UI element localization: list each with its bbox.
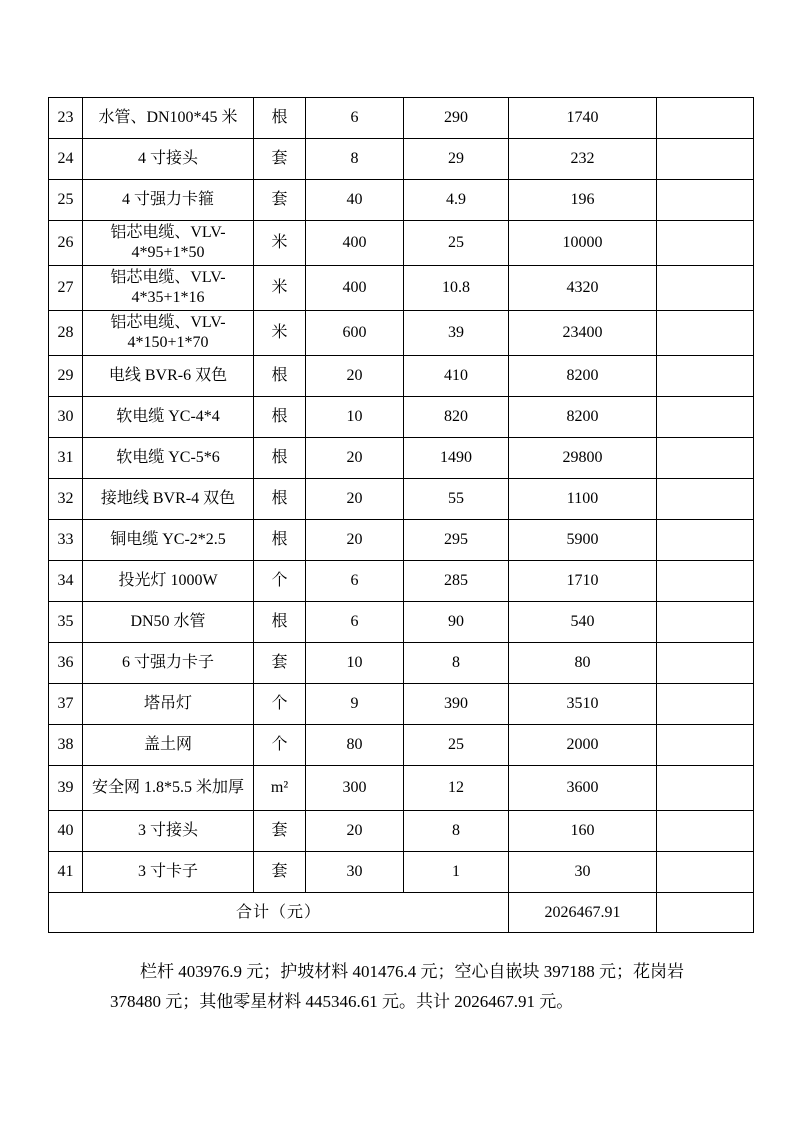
item-unit-cell: 套	[254, 139, 306, 180]
item-total-cell: 5900	[509, 520, 657, 561]
item-quantity-cell: 6	[306, 561, 404, 602]
item-total-cell: 4320	[509, 266, 657, 311]
item-unit-price-cell: 25	[404, 725, 509, 766]
item-note-cell	[657, 766, 754, 811]
cost-breakdown-paragraph	[110, 957, 690, 1017]
cost-breakdown-line-1: 栏杆 403976.9 元；护坡材料 401476.4 元；空心自嵌块 397188 元；花岗岩	[140, 962, 684, 981]
item-name-cell: 接地线 BVR-4 双色	[83, 479, 254, 520]
item-unit-cell: 根	[254, 98, 306, 139]
item-total-cell: 30	[509, 852, 657, 893]
item-unit-price-cell: 290	[404, 98, 509, 139]
item-note-cell	[657, 438, 754, 479]
item-unit-cell: 根	[254, 520, 306, 561]
item-name-cell: 铜电缆 YC-2*2.5	[83, 520, 254, 561]
item-note-cell	[657, 356, 754, 397]
row-number-cell: 25	[49, 180, 83, 221]
item-name-cell: 4 寸接头	[83, 139, 254, 180]
item-total-cell: 23400	[509, 311, 657, 356]
row-number-cell: 40	[49, 811, 83, 852]
item-total-cell: 540	[509, 602, 657, 643]
item-unit-price-cell: 55	[404, 479, 509, 520]
item-name-cell: 3 寸卡子	[83, 852, 254, 893]
item-unit-cell: 根	[254, 397, 306, 438]
item-total-cell: 1740	[509, 98, 657, 139]
item-total-cell: 3510	[509, 684, 657, 725]
table-row	[49, 356, 754, 397]
item-unit-price-cell: 25	[404, 221, 509, 266]
row-number-cell: 35	[49, 602, 83, 643]
row-number-cell: 27	[49, 266, 83, 311]
table-row	[49, 98, 754, 139]
item-total-cell: 8200	[509, 397, 657, 438]
item-unit-cell: 个	[254, 561, 306, 602]
item-name-cell: 铝芯电缆、VLV-4*150+1*70	[83, 311, 254, 356]
item-total-cell: 1100	[509, 479, 657, 520]
summary-total-value: 2026467.91	[509, 893, 657, 933]
table-row	[49, 180, 754, 221]
table-row	[49, 684, 754, 725]
item-total-cell: 29800	[509, 438, 657, 479]
item-total-cell: 10000	[509, 221, 657, 266]
item-quantity-cell: 40	[306, 180, 404, 221]
item-unit-cell: 根	[254, 602, 306, 643]
item-unit-cell: 根	[254, 356, 306, 397]
item-name-cell: 铝芯电缆、VLV-4*35+1*16	[83, 266, 254, 311]
item-quantity-cell: 8	[306, 139, 404, 180]
row-number-cell: 23	[49, 98, 83, 139]
table-row	[49, 139, 754, 180]
item-note-cell	[657, 311, 754, 356]
table-row	[49, 397, 754, 438]
item-unit-cell: 套	[254, 180, 306, 221]
table-row	[49, 561, 754, 602]
summary-label: 合计（元）	[49, 893, 509, 933]
item-unit-price-cell: 4.9	[404, 180, 509, 221]
item-quantity-cell: 400	[306, 266, 404, 311]
item-note-cell	[657, 520, 754, 561]
item-note-cell	[657, 811, 754, 852]
item-note-cell	[657, 180, 754, 221]
row-number-cell: 30	[49, 397, 83, 438]
item-unit-price-cell: 1	[404, 852, 509, 893]
item-note-cell	[657, 479, 754, 520]
table-row	[49, 311, 754, 356]
item-unit-price-cell: 12	[404, 766, 509, 811]
row-number-cell: 39	[49, 766, 83, 811]
item-name-cell: DN50 水管	[83, 602, 254, 643]
row-number-cell: 38	[49, 725, 83, 766]
item-quantity-cell: 6	[306, 602, 404, 643]
item-quantity-cell: 20	[306, 479, 404, 520]
item-name-cell: 3 寸接头	[83, 811, 254, 852]
materials-cost-table	[48, 97, 754, 933]
item-total-cell: 196	[509, 180, 657, 221]
row-number-cell: 32	[49, 479, 83, 520]
table-row	[49, 438, 754, 479]
item-quantity-cell: 80	[306, 725, 404, 766]
item-quantity-cell: 10	[306, 643, 404, 684]
row-number-cell: 37	[49, 684, 83, 725]
table-row	[49, 221, 754, 266]
table-row	[49, 266, 754, 311]
item-total-cell: 232	[509, 139, 657, 180]
item-total-cell: 80	[509, 643, 657, 684]
item-note-cell	[657, 266, 754, 311]
item-unit-price-cell: 410	[404, 356, 509, 397]
item-unit-cell: 根	[254, 438, 306, 479]
item-unit-price-cell: 295	[404, 520, 509, 561]
item-total-cell: 160	[509, 811, 657, 852]
item-unit-price-cell: 390	[404, 684, 509, 725]
row-number-cell: 29	[49, 356, 83, 397]
item-quantity-cell: 6	[306, 98, 404, 139]
summary-row	[49, 893, 754, 933]
row-number-cell: 34	[49, 561, 83, 602]
item-note-cell	[657, 725, 754, 766]
row-number-cell: 33	[49, 520, 83, 561]
item-note-cell	[657, 643, 754, 684]
item-quantity-cell: 20	[306, 811, 404, 852]
item-quantity-cell: 600	[306, 311, 404, 356]
item-unit-price-cell: 29	[404, 139, 509, 180]
item-name-cell: 6 寸强力卡子	[83, 643, 254, 684]
item-unit-cell: 个	[254, 684, 306, 725]
item-unit-price-cell: 820	[404, 397, 509, 438]
item-name-cell: 盖土网	[83, 725, 254, 766]
item-total-cell: 3600	[509, 766, 657, 811]
table-row	[49, 811, 754, 852]
row-number-cell: 36	[49, 643, 83, 684]
item-unit-cell: 米	[254, 221, 306, 266]
summary-note-cell	[657, 893, 754, 933]
table-row	[49, 520, 754, 561]
item-name-cell: 软电缆 YC-4*4	[83, 397, 254, 438]
table-row	[49, 766, 754, 811]
item-name-cell: 投光灯 1000W	[83, 561, 254, 602]
item-unit-price-cell: 90	[404, 602, 509, 643]
item-unit-cell: 米	[254, 266, 306, 311]
item-total-cell: 1710	[509, 561, 657, 602]
item-name-cell: 安全网 1.8*5.5 米加厚	[83, 766, 254, 811]
item-unit-price-cell: 285	[404, 561, 509, 602]
table-row	[49, 725, 754, 766]
item-total-cell: 2000	[509, 725, 657, 766]
row-number-cell: 41	[49, 852, 83, 893]
item-note-cell	[657, 852, 754, 893]
item-name-cell: 塔吊灯	[83, 684, 254, 725]
table-row	[49, 479, 754, 520]
item-note-cell	[657, 684, 754, 725]
item-unit-cell: 套	[254, 811, 306, 852]
item-quantity-cell: 30	[306, 852, 404, 893]
item-unit-price-cell: 8	[404, 643, 509, 684]
item-note-cell	[657, 397, 754, 438]
item-note-cell	[657, 139, 754, 180]
cost-breakdown-line-2: 378480 元；其他零星材料 445346.61 元。共计 2026467.91 元。	[110, 992, 574, 1011]
row-number-cell: 31	[49, 438, 83, 479]
item-note-cell	[657, 98, 754, 139]
item-unit-price-cell: 8	[404, 811, 509, 852]
item-name-cell: 铝芯电缆、VLV-4*95+1*50	[83, 221, 254, 266]
item-quantity-cell: 300	[306, 766, 404, 811]
item-note-cell	[657, 561, 754, 602]
item-quantity-cell: 20	[306, 520, 404, 561]
item-quantity-cell: 20	[306, 356, 404, 397]
table-row	[49, 602, 754, 643]
table-row	[49, 852, 754, 893]
row-number-cell: 28	[49, 311, 83, 356]
item-name-cell: 4 寸强力卡箍	[83, 180, 254, 221]
item-total-cell: 8200	[509, 356, 657, 397]
item-unit-cell: 个	[254, 725, 306, 766]
item-unit-cell: 根	[254, 479, 306, 520]
item-quantity-cell: 10	[306, 397, 404, 438]
item-name-cell: 软电缆 YC-5*6	[83, 438, 254, 479]
item-unit-price-cell: 10.8	[404, 266, 509, 311]
row-number-cell: 26	[49, 221, 83, 266]
item-quantity-cell: 400	[306, 221, 404, 266]
item-quantity-cell: 20	[306, 438, 404, 479]
item-unit-price-cell: 39	[404, 311, 509, 356]
item-note-cell	[657, 602, 754, 643]
materials-table-body	[49, 98, 754, 893]
item-name-cell: 水管、DN100*45 米	[83, 98, 254, 139]
item-note-cell	[657, 221, 754, 266]
item-unit-price-cell: 1490	[404, 438, 509, 479]
item-unit-cell: 米	[254, 311, 306, 356]
item-unit-cell: 套	[254, 852, 306, 893]
row-number-cell: 24	[49, 139, 83, 180]
item-unit-cell: 套	[254, 643, 306, 684]
item-name-cell: 电线 BVR-6 双色	[83, 356, 254, 397]
table-row	[49, 643, 754, 684]
item-unit-cell: m²	[254, 766, 306, 811]
item-quantity-cell: 9	[306, 684, 404, 725]
